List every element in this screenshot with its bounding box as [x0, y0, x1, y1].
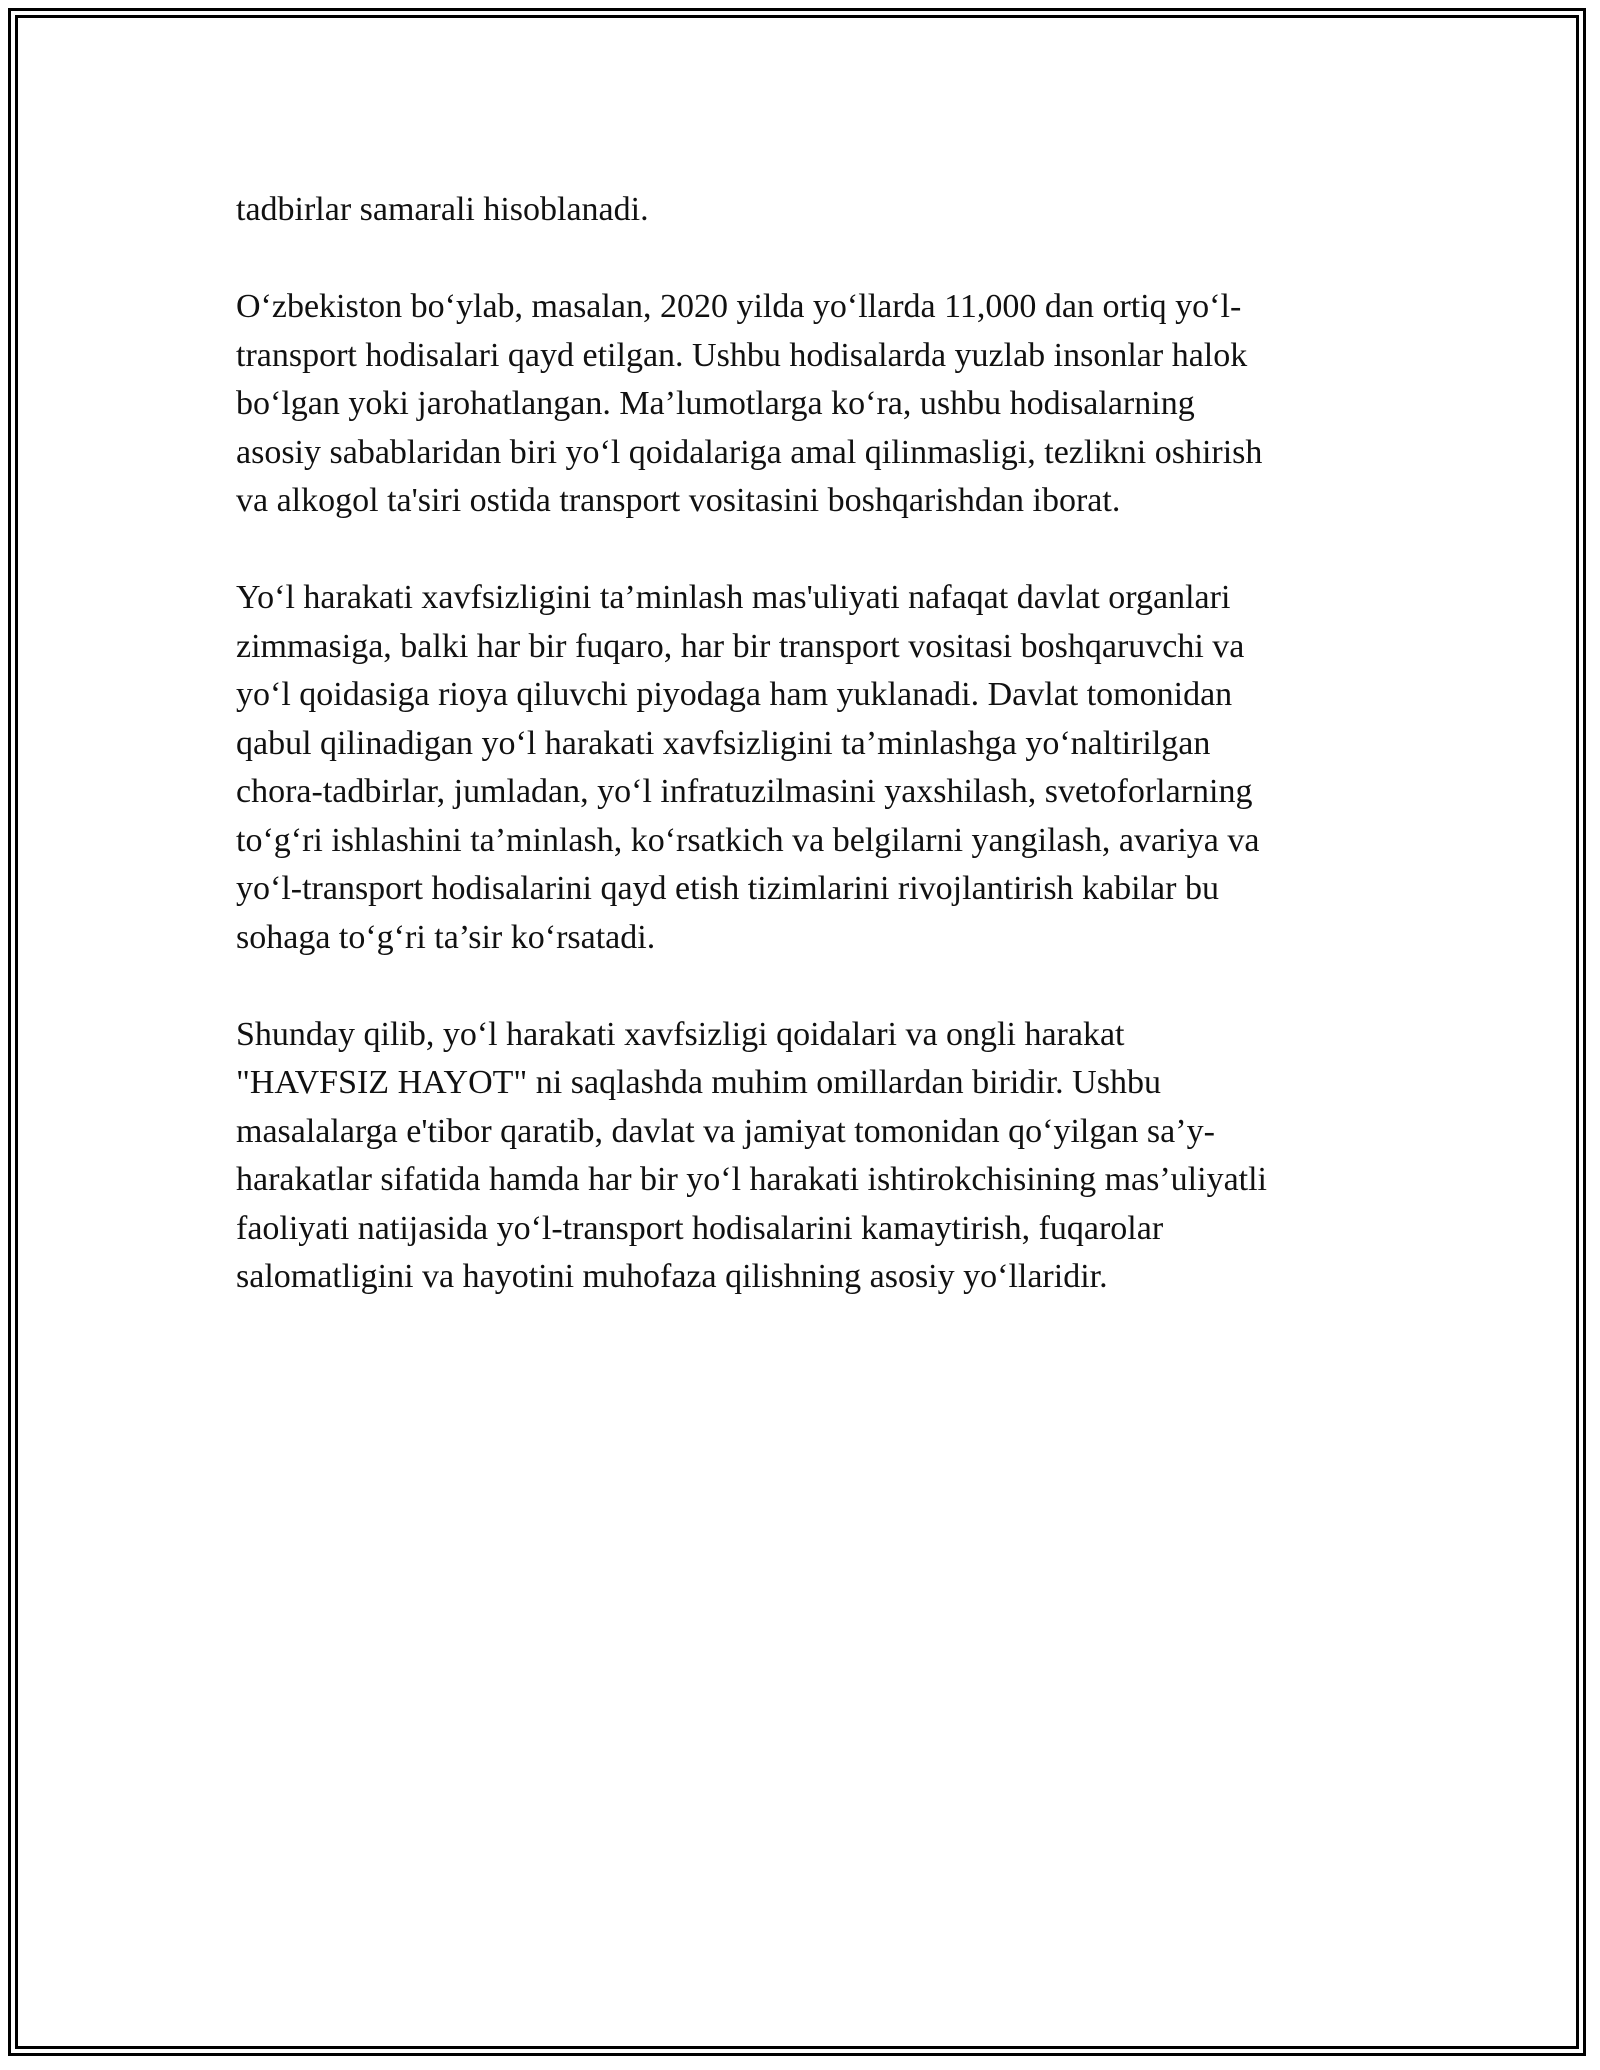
text-line: zimmasiga, balki har bir fuqaro, har bir transport vositasi boshqaruvchi va: [236, 627, 1245, 665]
text-line: Shunday qilib, yo‘l harakati xavfsizligi qoidalari va ongli harakat: [236, 1015, 1125, 1053]
text-line: qabul qilinadigan yo‘l harakati xavfsizligini ta’minlashga yo‘naltirilgan: [236, 724, 1211, 762]
paragraph-2: [236, 283, 1366, 526]
text-line: faoliyati natijasida yo‘l-transport hodisalarini kamaytirish, fuqarolar: [236, 1209, 1164, 1247]
paragraph-1: [236, 186, 1366, 235]
paragraph-3: [236, 574, 1366, 962]
text-line: transport hodisalari qayd etilgan. Ushbu hodisalarda yuzlab insonlar halok: [236, 336, 1248, 374]
text-line: harakatlar sifatida hamda har bir yo‘l harakati ishtirokchisining mas’uliyatli: [236, 1161, 1268, 1198]
text-line: chora-tadbirlar, jumladan, yo‘l infratuzilmasini yaxshilash, svetoforlarning: [236, 773, 1253, 810]
text-line: salomatligini va hayotini muhofaza qilishning asosiy yo‘llaridir.: [236, 1258, 1108, 1295]
text-line: va alkogol ta'siri ostida transport vositasini boshqarishdan iborat.: [236, 482, 1121, 519]
text-line: yo‘l-transport hodisalarini qayd etish tizimlarini rivojlantirish kabilar bu: [236, 870, 1219, 907]
text-line: "HAVFSIZ HAYOT" ni saqlashda muhim omillardan biridir. Ushbu: [236, 1064, 1161, 1101]
text-line: tadbirlar samarali hisoblanadi.: [236, 191, 649, 228]
text-line: masalalarga e'tibor qaratib, davlat va jamiyat tomonidan qo‘yilgan sa’y-: [236, 1112, 1215, 1150]
text-line: yo‘l qoidasiga rioya qiluvchi piyodaga ham yuklanadi. Davlat tomonidan: [236, 676, 1233, 713]
text-line: to‘g‘ri ishlashini ta’minlash, ko‘rsatkich va belgilarni yangilash, avariya va: [236, 821, 1260, 859]
text-line: Yo‘l harakati xavfsizligini ta’minlash mas'uliyati nafaqat davlat organlari: [236, 579, 1231, 616]
text-line: O‘zbekiston bo‘ylab, masalan, 2020 yilda yo‘llarda 11,000 dan ortiq yo‘l-: [236, 288, 1242, 325]
text-line: bo‘lgan yoki jarohatlangan. Ma’lumotlarga ko‘ra, ushbu hodisalarning: [236, 385, 1195, 422]
text-line: asosiy sabablaridan biri yo‘l qoidalariga amal qilinmasligi, tezlikni oshirish: [236, 433, 1263, 471]
text-line: sohaga to‘g‘ri ta’sir ko‘rsatadi.: [236, 918, 656, 956]
paragraph-4: [236, 1011, 1366, 1302]
document-body: [236, 186, 1366, 1350]
